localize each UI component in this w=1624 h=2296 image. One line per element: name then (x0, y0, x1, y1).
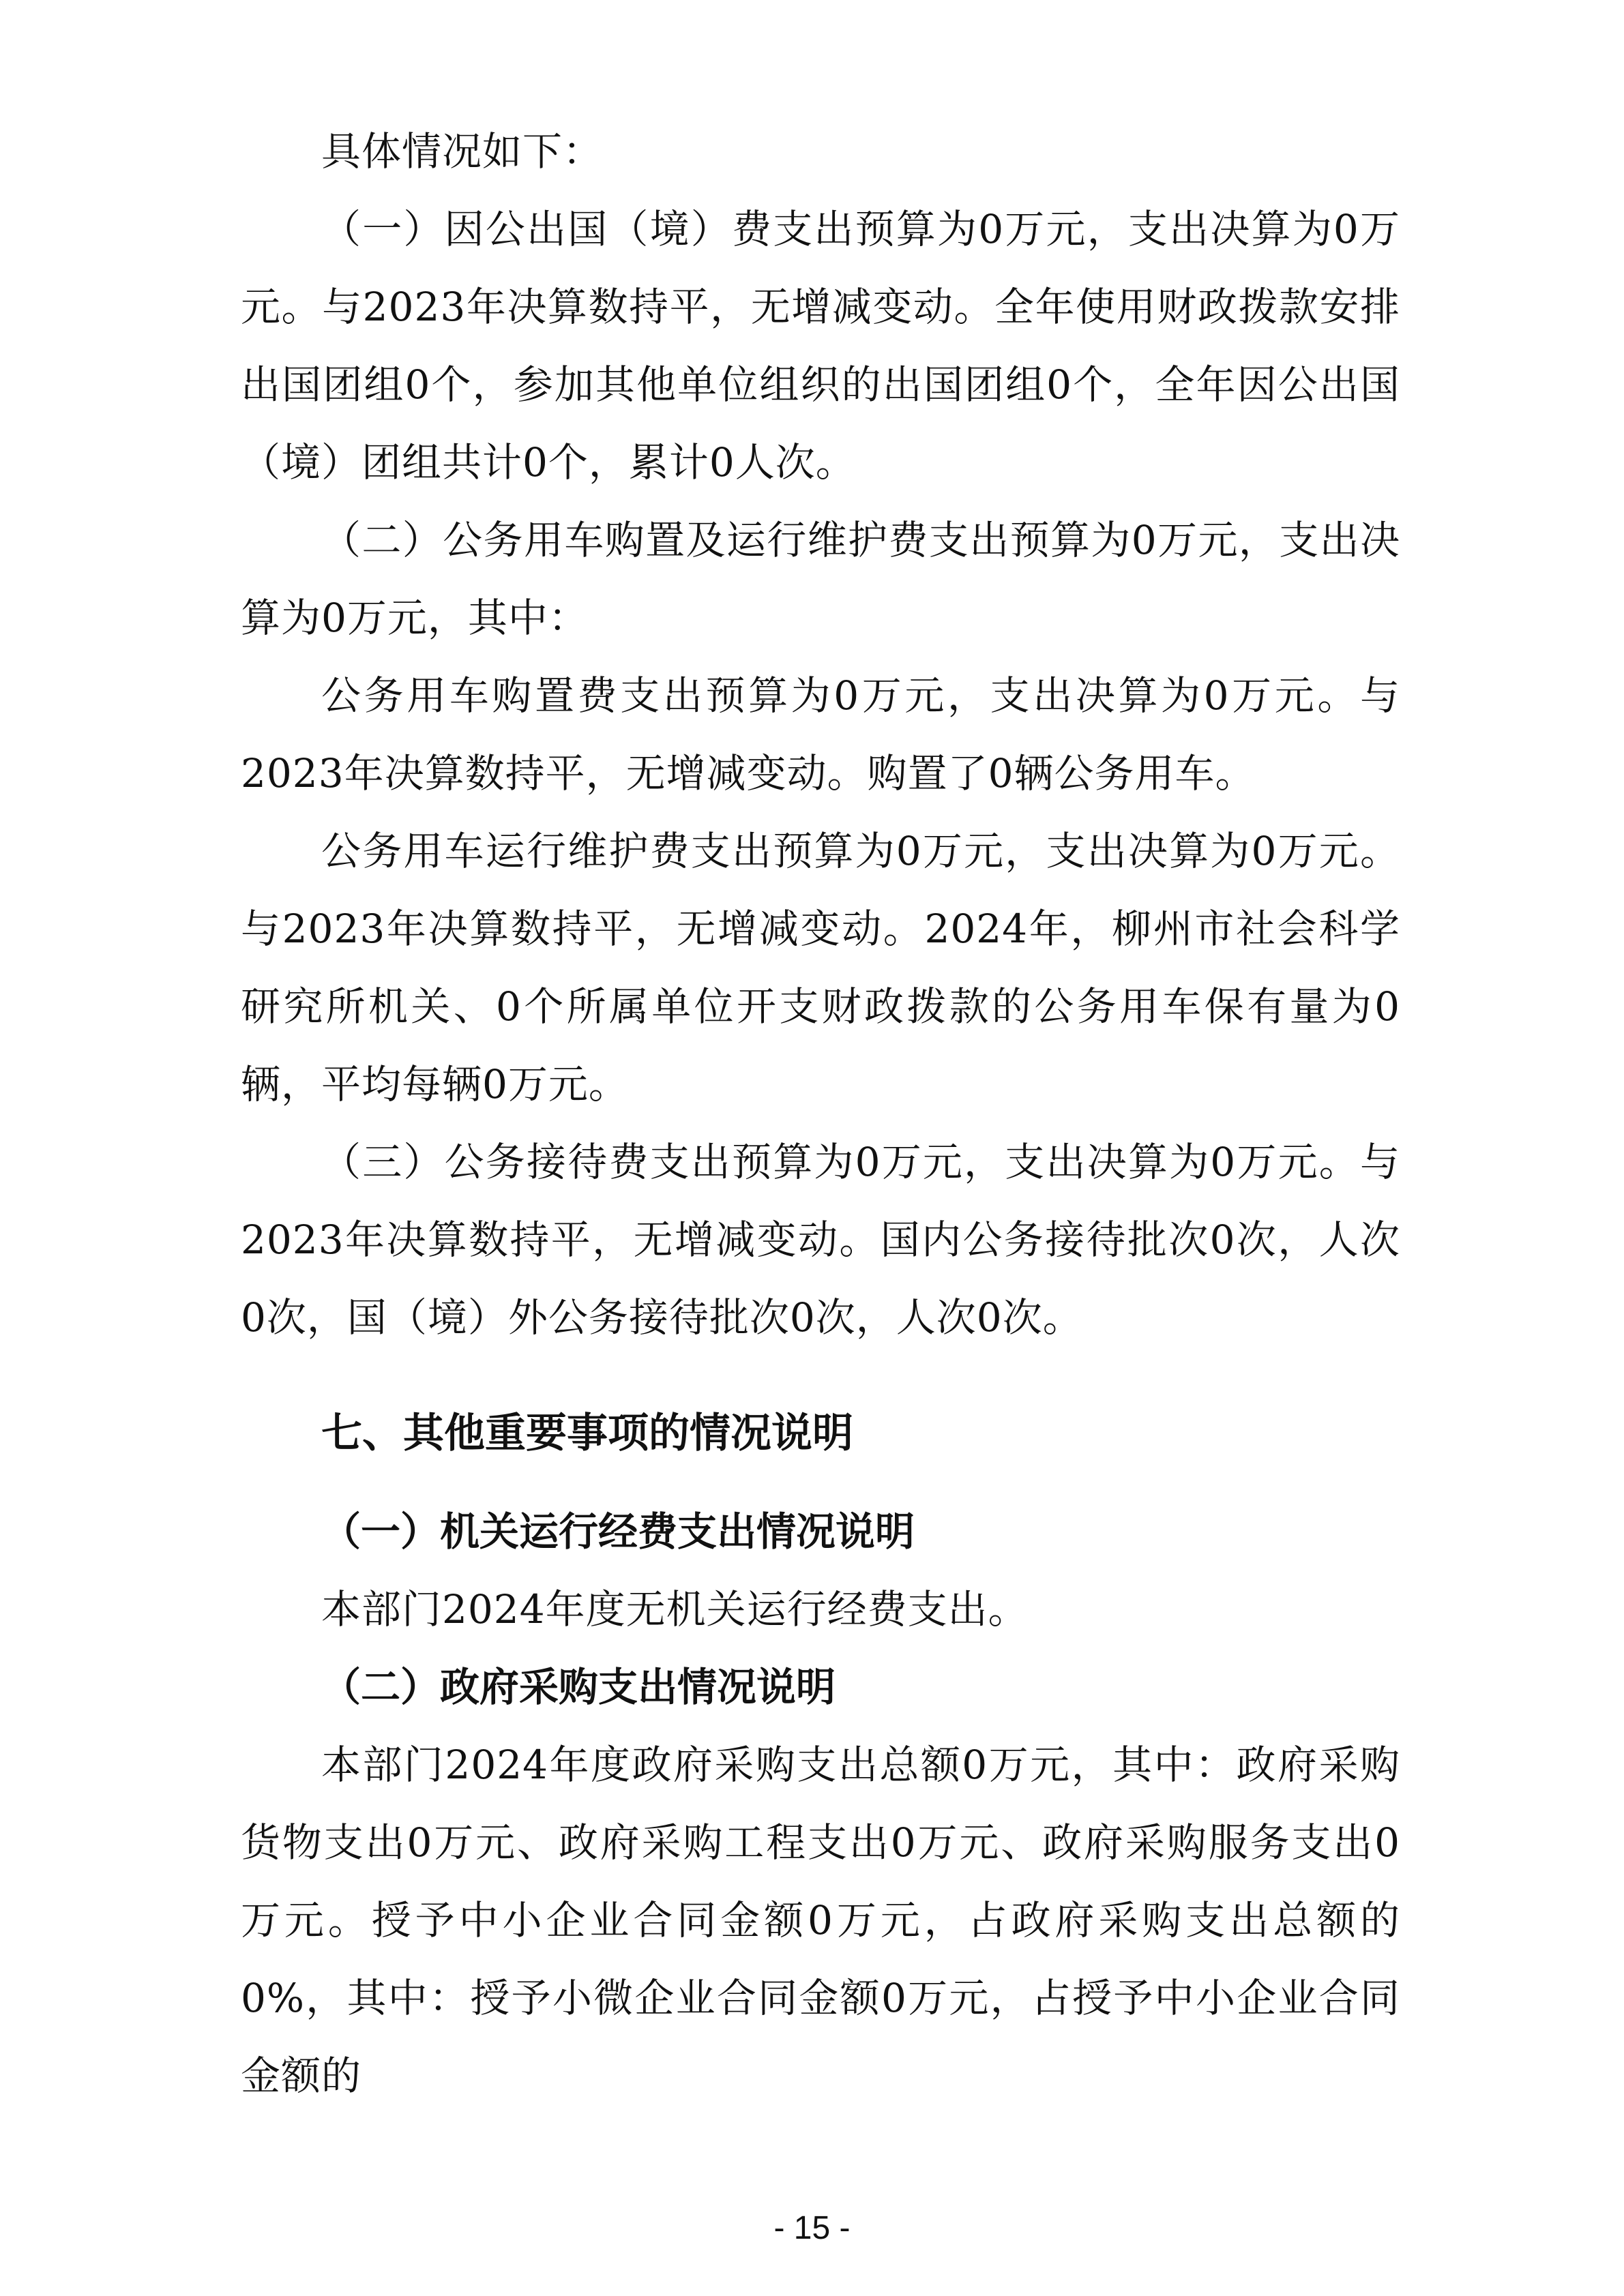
paragraph-vehicle-maintenance: 公务用车运行维护费支出预算为0万元，支出决算为0万元。与2023年决算数持平，无增减变动。2024年，柳州市社会科学研究所机关、0个所属单位开支财政拨款的公务用车保有量为0辆，平均每辆0万元。 (241, 828, 1400, 1107)
page-number: - 15 - (773, 2210, 851, 2246)
paragraph-procurement: 本部门2024年度政府采购支出总额0万元，其中：政府采购货物支出0万元、政府采购工程支出0万元、政府采购服务支出0万元。授予中小企业合同金额0万元，占政府采购支出总额的0%，其中：授予小微企业合同金额0万元，占授予中小企业合同金额的 (241, 1742, 1400, 2099)
subsection-heading-procurement: （二）政府采购支出情况说明 (321, 1664, 836, 1710)
subsection-heading-operating-costs: （一）机关运行经费支出情况说明 (321, 1508, 915, 1555)
section-heading: 七、其他重要事项的情况说明 (321, 1410, 853, 1457)
paragraph-vehicle-purchase: 公务用车购置费支出预算为0万元，支出决算为0万元。与2023年决算数持平，无增减变动。购置了0辆公务用车。 (241, 672, 1400, 796)
paragraph-vehicle-expenses: （二）公务用车购置及运行维护费支出预算为0万元，支出决算为0万元，其中： (241, 517, 1400, 641)
paragraph-intro: 具体情况如下： (321, 128, 604, 175)
paragraph-overseas-travel: （一）因公出国（境）费支出预算为0万元，支出决算为0万元。与2023年决算数持平，无增减变动。全年使用财政拨款安排出国团组0个，参加其他单位组织的出国团组0个，全年因公出国（境）团组共计0个，累计0人次。 (241, 206, 1400, 486)
page-body (241, 113, 1400, 2115)
paragraph-reception: （三）公务接待费支出预算为0万元，支出决算为0万元。与2023年决算数持平，无增减变动。国内公务接待批次0次，人次0次，国（境）外公务接待批次0次，人次0次。 (241, 1139, 1400, 1341)
paragraph-operating-costs: 本部门2024年度无机关运行经费支出。 (321, 1586, 1029, 1632)
